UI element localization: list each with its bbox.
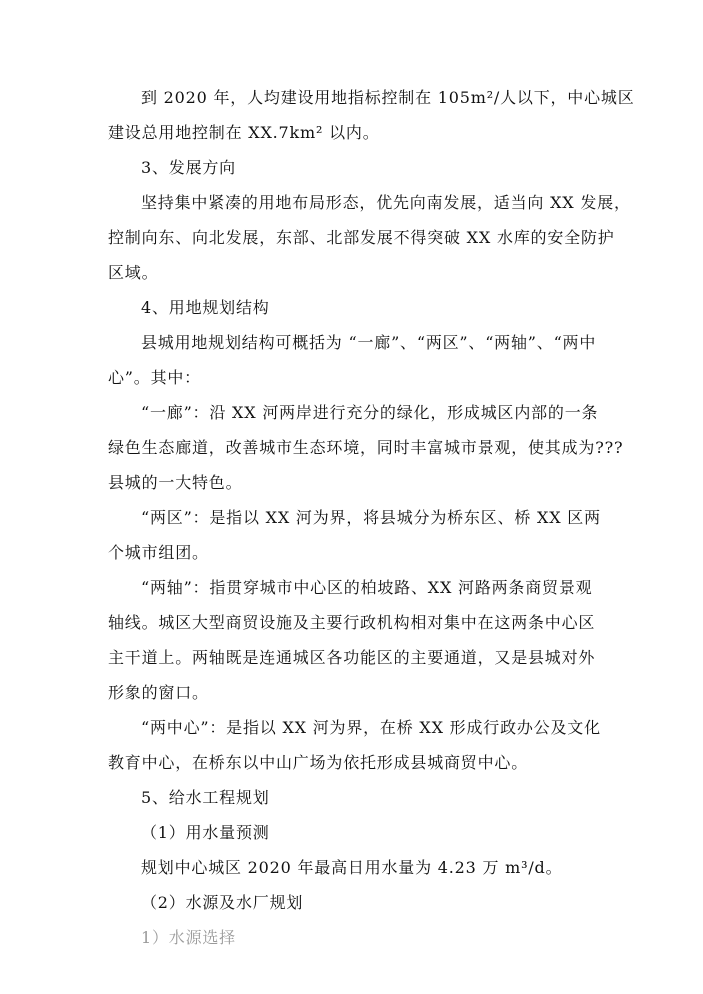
text-line: 形象的窗口。 [108, 683, 209, 702]
text-line: 主干道上。两轴既是连通城区各功能区的主要通道，又是县城对外 [108, 648, 596, 667]
text-line: 规划中心城区 2020 年最高日用水量为 4.23 万 m³/d。 [141, 858, 563, 877]
section-heading: 5、给水工程规划 [141, 788, 270, 807]
text-line: 教育中心，在桥东以中山广场为依托形成县城商贸中心。 [108, 753, 529, 772]
subsection-heading: （2）水源及水厂规划 [141, 893, 304, 912]
text-line: “一廊”：沿 XX 河两岸进行充分的绿化，形成城区内部的一条 [141, 403, 599, 422]
text-line: 县城的一大特色。 [108, 473, 243, 492]
text-line: 个城市组团。 [108, 543, 209, 562]
subsection-heading: （1）用水量预测 [141, 823, 270, 842]
text-line: 绿色生态廊道，改善城市生态环境，同时丰富城市景观，使其成为??? [108, 438, 624, 457]
section-heading: 3、发展方向 [141, 158, 236, 177]
text-line: 到 2020 年，人均建设用地指标控制在 105m²/人以下，中心城区 [141, 88, 635, 107]
text-line: “两轴”：指贯穿城市中心区的柏坡路、XX 河路两条商贸景观 [141, 578, 593, 597]
text-line: 建设总用地控制在 XX.7km² 以内。 [108, 123, 380, 142]
text-line: “两中心”：是指以 XX 河为界，在桥 XX 形成行政办公及文化 [141, 718, 601, 737]
text-line: 控制向东、向北发展，东部、北部发展不得突破 XX 水库的安全防护 [108, 228, 615, 247]
text-line: 轴线。城区大型商贸设施及主要行政机构相对集中在这两条中心区 [108, 613, 596, 632]
text-line: 县城用地规划结构可概括为 “一廊”、“两区”、“两轴”、“两中 [141, 333, 597, 352]
subsection-heading: 1）水源选择 [141, 928, 236, 947]
section-heading: 4、用地规划结构 [141, 298, 270, 317]
text-line: 心”。其中： [108, 368, 201, 387]
text-line: 区域。 [108, 263, 159, 282]
text-line: “两区”：是指以 XX 河为界，将县城分为桥东区、桥 XX 区两 [141, 508, 601, 527]
text-line: 坚持集中紧凑的用地布局形态，优先向南发展，适当向 XX 发展， [141, 193, 631, 212]
